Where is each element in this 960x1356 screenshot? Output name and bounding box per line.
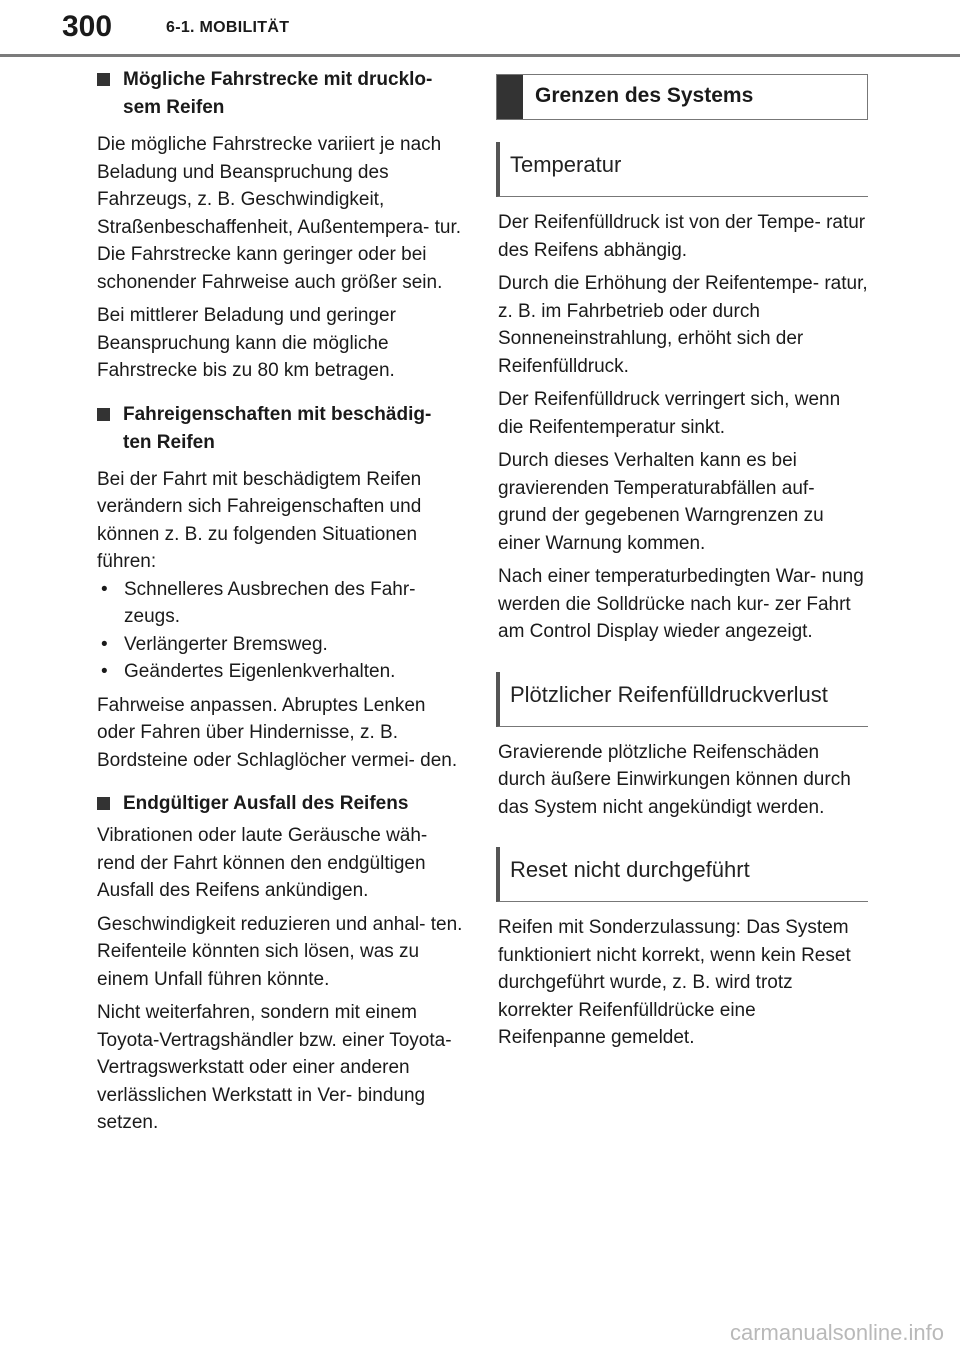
subheading-sudden-loss xyxy=(496,672,868,727)
box-heading-text: Grenzen des Systems xyxy=(535,84,754,107)
heading-range xyxy=(97,66,463,122)
page-number: 300 xyxy=(62,10,113,43)
subheading-reset xyxy=(496,847,868,902)
paragraph-contact-dealer: Nicht weiterfahren, sondern mit einem Toyota-Vertragshändler bzw. einer Toyota-Vertragswerkstatt oder einer anderen verlässlichen Werkstatt in Ver- bindung setzen. xyxy=(97,1002,452,1133)
paragraph-reduce-speed: Geschwindigkeit reduzieren und anhal- ten. Reifenteile könnten sich lösen, was zu einem Unfall führen könnte. xyxy=(97,913,463,990)
box-heading-system-limits xyxy=(496,74,868,120)
list-item-text: Schnelleres Ausbrechen des Fahr- zeugs. xyxy=(124,578,416,627)
list-item xyxy=(97,576,463,631)
heading-range-text: Mögliche Fahrstrecke mit drucklo- sem Reifen xyxy=(123,69,433,118)
paragraph-reset: Reifen mit Sonderzulassung: Das System funktioniert nicht korrekt, wenn kein Reset durchgeführt wurde, z. B. wird trotz korrekter Reifenfülldrücke eine Reifenpanne gemeldet. xyxy=(498,917,851,1048)
heading-bar xyxy=(497,75,523,119)
bullet-icon: • xyxy=(101,633,108,655)
paragraph-range: Die mögliche Fahrstrecke variiert je nach Beladung und Beanspruchung des Fahrzeugs, z. B. Geschwindigkeit, Straßenbeschaffenheit, Außentempera- tur. Die Fahrstrecke kann geringer oder bei schonender Fahrweise auch größer sein. xyxy=(97,134,462,293)
heading-failure-text: Endgültiger Ausfall des Reifens xyxy=(123,793,409,814)
section-title: 6-1. MOBILITÄT xyxy=(166,19,290,36)
bullet-icon: • xyxy=(101,661,108,682)
page-header xyxy=(0,0,960,58)
paragraph-range-80km: Bei mittlerer Beladung und geringer Beanspruchung kann die mögliche Fahrstrecke bis zu 80 km betragen. xyxy=(97,305,396,381)
paragraph-handling: Bei der Fahrt mit beschädigtem Reifen verändern sich Fahreigenschaften und können z. B. zu folgenden Situationen führen: xyxy=(97,468,422,572)
paragraph-driving-style: Fahrweise anpassen. Abruptes Lenken oder Fahren über Hindernisse, z. B. Bordsteine oder Schlaglöcher vermei- den. xyxy=(97,694,458,771)
paragraph-temp-decrease: Der Reifenfülldruck verringert sich, wenn die Reifentemperatur sinkt. xyxy=(498,389,841,438)
list-item xyxy=(97,658,463,686)
list-item xyxy=(97,631,463,659)
list-item-text: Verlängerter Bremsweg. xyxy=(124,633,328,655)
right-column xyxy=(498,66,868,1058)
paragraph-temp-reset: Nach einer temperaturbedingten War- nung werden die Solldrücke nach kur- zer Fahrt am Control Display wieder angezeigt. xyxy=(498,566,864,642)
bullet-icon: • xyxy=(101,578,108,600)
header-divider xyxy=(0,54,960,57)
paragraph-sudden-loss: Gravierende plötzliche Reifenschäden durch äußere Einwirkungen können durch das System nicht angekündigt werden. xyxy=(498,741,851,818)
subheading-temperature xyxy=(496,142,868,197)
heading-failure xyxy=(97,790,463,818)
paragraph-temp-warning: Durch dieses Verhalten kann es bei gravierenden Temperaturabfällen auf- grund der gegebenen Warngrenzen zu einer Warnung kommen. xyxy=(498,450,824,554)
subheading-text: Plötzlicher Reifenfülldruckverlust xyxy=(510,681,828,707)
square-bullet-icon xyxy=(97,73,110,86)
watermark: carmanualsonline.info xyxy=(729,1320,944,1345)
paragraph-temp-increase: Durch die Erhöhung der Reifentempe- ratur, z. B. im Fahrbetrieb oder durch Sonneneinstrahlung, erhöht sich der Reifenfülldruck. xyxy=(498,273,868,377)
square-bullet-icon xyxy=(97,408,110,421)
subheading-text: Reset nicht durchgeführt xyxy=(510,857,750,882)
heading-handling-text: Fahreigenschaften mit beschädig- ten Reifen xyxy=(123,403,432,453)
heading-handling xyxy=(97,401,463,457)
paragraph-vibrations: Vibrationen oder laute Geräusche wäh- rend der Fahrt können den endgültigen Ausfall des Reifens ankündigen. xyxy=(97,825,428,901)
list-item-text: Geändertes Eigenlenkverhalten. xyxy=(124,661,396,682)
left-column xyxy=(97,66,463,1143)
subheading-text: Temperatur xyxy=(510,152,622,177)
paragraph-temp-dependence: Der Reifenfülldruck ist von der Tempe- ratur des Reifens abhängig. xyxy=(498,212,866,261)
square-bullet-icon xyxy=(97,797,110,810)
